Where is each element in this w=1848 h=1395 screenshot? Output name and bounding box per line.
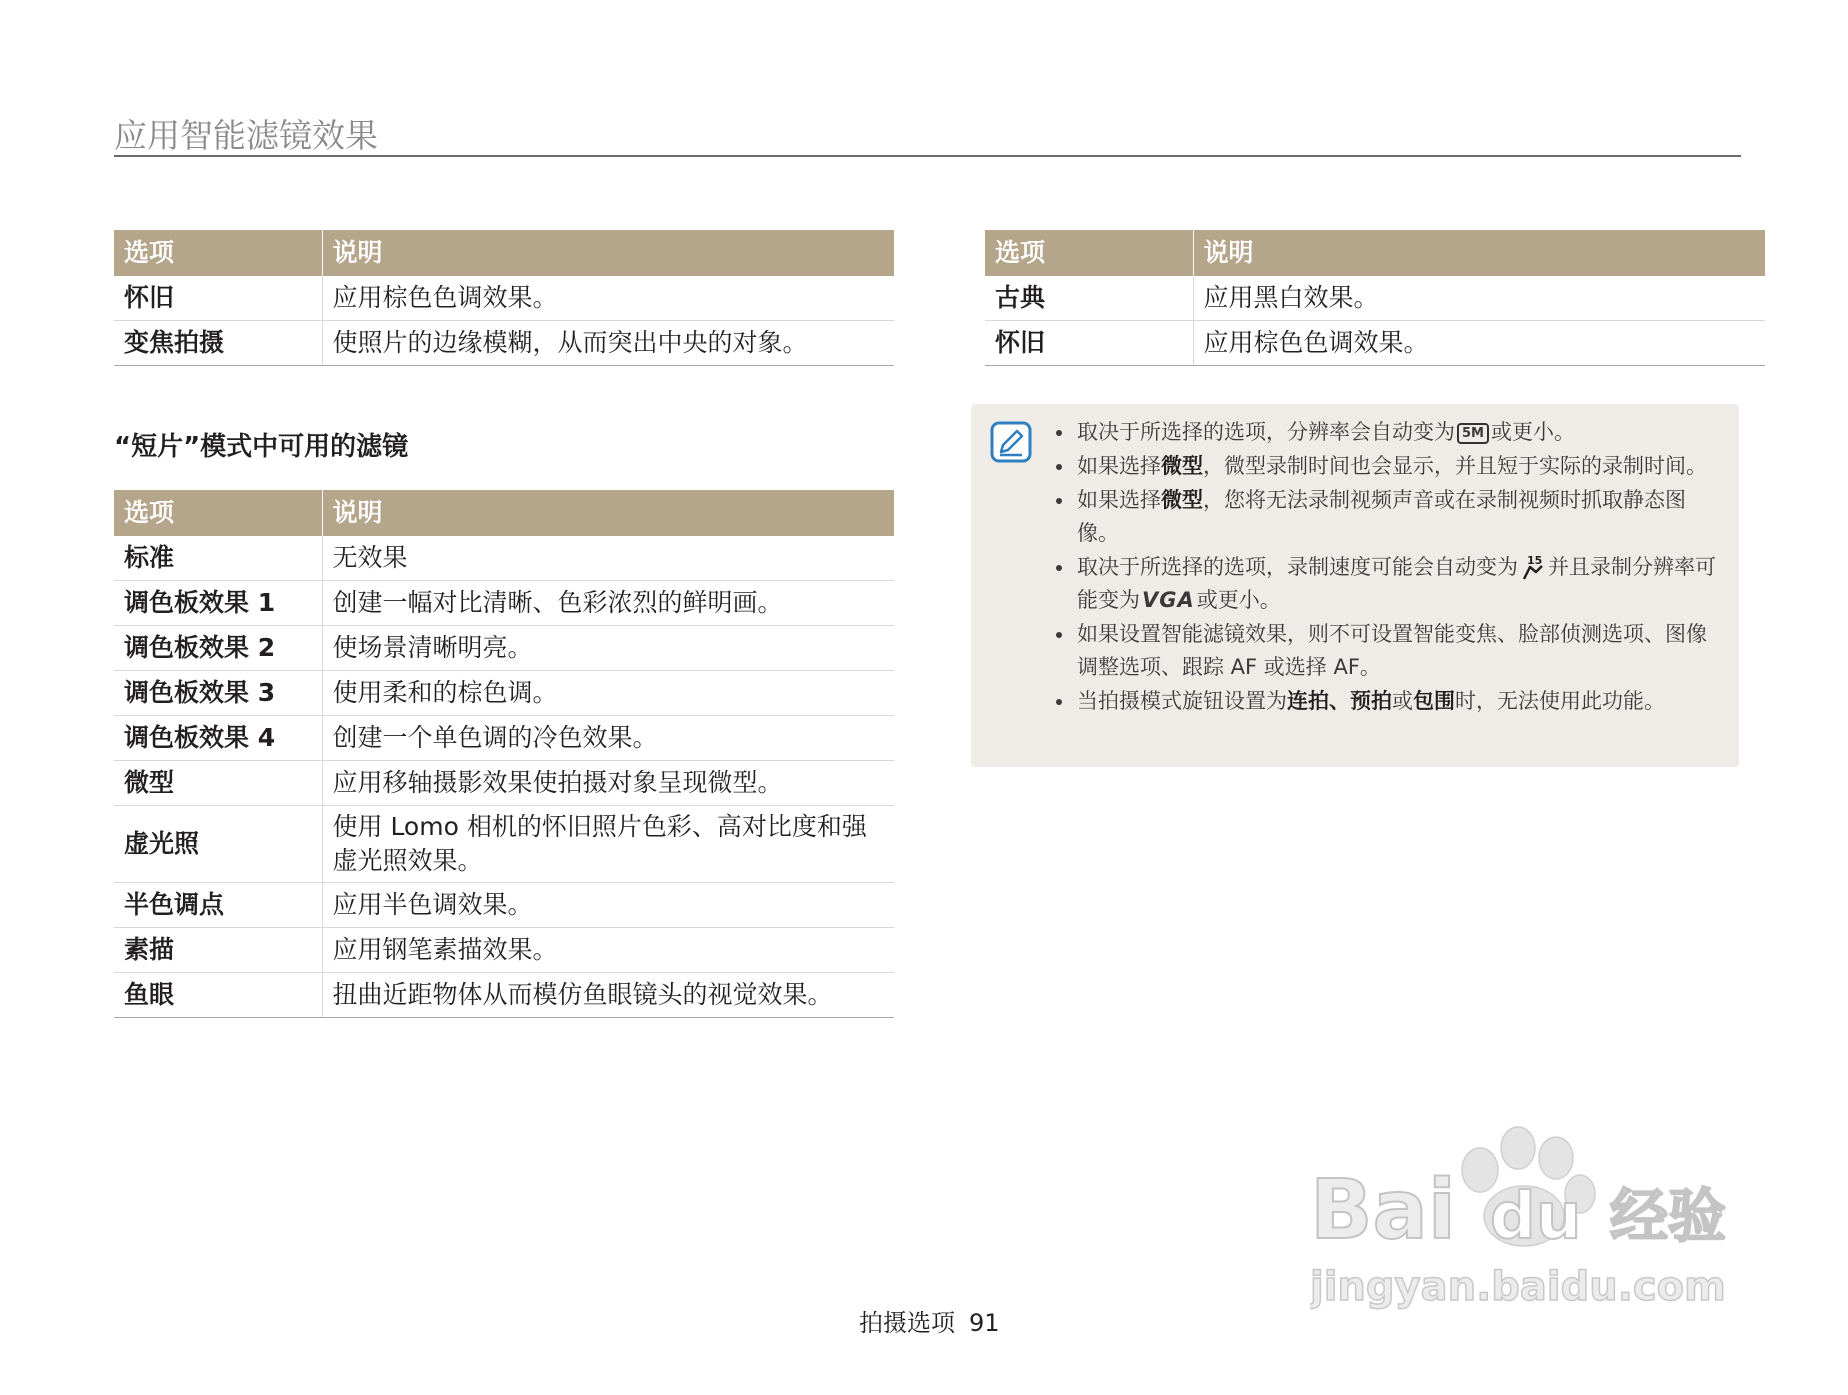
note-item <box>1051 416 1726 449</box>
filter-table-right <box>985 230 1765 366</box>
note-list <box>1051 416 1726 719</box>
description-cell: 应用钢笔素描效果。 <box>322 928 894 973</box>
description-cell: 创建一个单色调的冷色效果。 <box>322 716 894 761</box>
table-header-row <box>114 490 894 536</box>
note-text: 如果选择 <box>1077 488 1161 512</box>
note-bold: 微型 <box>1161 488 1203 512</box>
option-cell: 调色板效果 3 <box>114 671 322 716</box>
option-cell: 调色板效果 2 <box>114 626 322 671</box>
description-cell: 应用棕色色调效果。 <box>1193 321 1765 366</box>
note-text: ，微型录制时间也会显示，并且短于实际的录制时间。 <box>1203 454 1707 478</box>
option-cell: 微型 <box>114 761 322 806</box>
svg-text:15: 15 <box>1527 554 1543 567</box>
note-bold: 预拍 <box>1350 689 1392 713</box>
description-cell: 扭曲近距物体从而模仿鱼眼镜头的视觉效果。 <box>322 973 894 1018</box>
note-text: 如果选择 <box>1077 454 1161 478</box>
option-cell: 半色调点 <box>114 883 322 928</box>
table-row <box>985 321 1765 366</box>
footer-section: 拍摄选项 <box>859 1309 955 1337</box>
option-cell: 调色板效果 1 <box>114 581 322 626</box>
note-bold: 包围 <box>1413 689 1455 713</box>
table-row <box>114 973 894 1018</box>
note-bold: 、 <box>1329 689 1350 713</box>
note-box <box>971 404 1739 767</box>
svg-text:Bai: Bai <box>1310 1163 1456 1258</box>
note-item <box>1051 618 1726 684</box>
note-text: 并且录制分辨率可能变为 <box>1077 555 1716 612</box>
header-description: 说明 <box>322 230 894 276</box>
note-text: 时，无法使用此功能。 <box>1455 689 1665 713</box>
description-cell: 使照片的边缘模糊，从而突出中央的对象。 <box>322 321 894 366</box>
table-row <box>114 321 894 366</box>
note-text: ，您将无法录制视频声音或在录制视频时抓取静态图像。 <box>1077 488 1686 545</box>
watermark-url: jingyan.baidu.com <box>1310 1264 1726 1310</box>
header-option: 选项 <box>985 230 1193 276</box>
section-subheading: “短片”模式中可用的滤镜 <box>114 432 409 462</box>
table-row <box>114 581 894 626</box>
header-description: 说明 <box>322 490 894 536</box>
description-cell: 使用 Lomo 相机的怀旧照片色彩、高对比度和强虚光照效果。 <box>322 806 894 883</box>
note-item <box>1051 685 1726 718</box>
note-bold: 连拍 <box>1287 689 1329 713</box>
note-text: 取决于所选择的选项，分辨率会自动变为 <box>1077 420 1455 444</box>
note-pencil-icon <box>989 420 1033 464</box>
description-cell: 创建一幅对比清晰、色彩浓烈的鲜明画。 <box>322 581 894 626</box>
table-row <box>114 671 894 716</box>
header-option: 选项 <box>114 490 322 536</box>
header-description: 说明 <box>1193 230 1765 276</box>
note-text: 或更小。 <box>1490 420 1575 444</box>
note-text: 取决于所选择的选项，录制速度可能会自动变为 <box>1077 555 1518 579</box>
table-row <box>114 536 894 581</box>
option-cell: 变焦拍摄 <box>114 321 322 366</box>
table-row <box>985 276 1765 321</box>
table-row <box>114 806 894 883</box>
recording-speed-15-icon <box>1520 552 1546 582</box>
table-header-row <box>114 230 894 276</box>
note-text: 或更小。 <box>1196 588 1281 612</box>
header-option: 选项 <box>114 230 322 276</box>
page-title: 应用智能滤镜效果 <box>114 116 378 155</box>
table-row <box>114 716 894 761</box>
option-cell: 素描 <box>114 928 322 973</box>
table-row <box>114 928 894 973</box>
option-cell: 怀旧 <box>114 276 322 321</box>
filter-table-top-left <box>114 230 894 366</box>
description-cell: 应用半色调效果。 <box>322 883 894 928</box>
note-item <box>1051 450 1726 483</box>
table-row <box>114 626 894 671</box>
table-row <box>114 883 894 928</box>
option-cell: 古典 <box>985 276 1193 321</box>
note-text: 当拍摄模式旋钮设置为 <box>1077 689 1287 713</box>
description-cell: 应用黑白效果。 <box>1193 276 1765 321</box>
note-item <box>1051 484 1726 550</box>
baidu-jingyan-watermark <box>1310 1118 1750 1338</box>
description-cell: 应用移轴摄影效果使拍摄对象呈现微型。 <box>322 761 894 806</box>
page-footer <box>859 1307 1000 1339</box>
option-cell: 鱼眼 <box>114 973 322 1018</box>
option-cell: 调色板效果 4 <box>114 716 322 761</box>
svg-text:du: du <box>1490 1180 1582 1254</box>
table-row <box>114 276 894 321</box>
table-row <box>114 761 894 806</box>
title-divider <box>114 155 1741 157</box>
note-text: 或 <box>1392 689 1413 713</box>
option-cell: 标准 <box>114 536 322 581</box>
table-header-row <box>985 230 1765 276</box>
note-text: 如果设置智能滤镜效果，则不可设置智能变焦、脸部侦测选项、图像调整选项、跟踪 AF 或选择 AF。 <box>1077 622 1707 679</box>
note-item <box>1051 551 1726 617</box>
svg-text:经验: 经验 <box>1610 1182 1727 1250</box>
option-cell: 虚光照 <box>114 806 322 883</box>
description-cell: 使场景清晰明亮。 <box>322 626 894 671</box>
vga-resolution-icon: VGA <box>1142 588 1195 612</box>
resolution-5m-icon: 5M <box>1457 423 1489 444</box>
description-cell: 无效果 <box>322 536 894 581</box>
option-cell: 怀旧 <box>985 321 1193 366</box>
description-cell: 应用棕色色调效果。 <box>322 276 894 321</box>
filter-table-movie <box>114 490 894 1018</box>
note-bold: 微型 <box>1161 454 1203 478</box>
page-number: 91 <box>969 1309 1000 1337</box>
description-cell: 使用柔和的棕色调。 <box>322 671 894 716</box>
